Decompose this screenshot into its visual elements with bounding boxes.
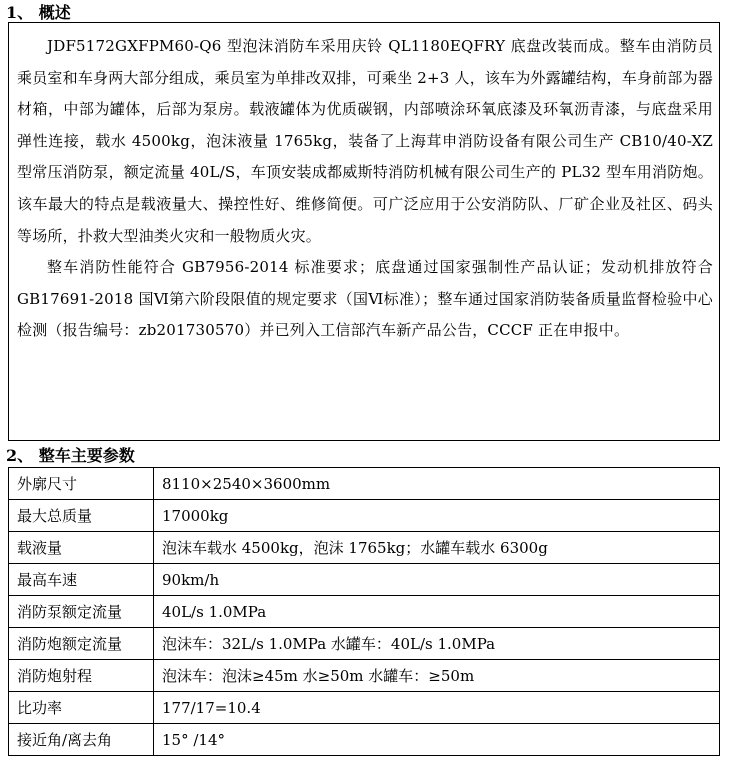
spec-label: 消防炮额定流量 <box>9 628 154 660</box>
spec-value: 177/17=10.4 <box>154 692 720 724</box>
spec-value: 泡沫车：32L/s 1.0MPa 水罐车：40L/s 1.0MPa <box>154 628 720 660</box>
spec-value: 泡沫车：泡沫≥45m 水≥50m 水罐车：≥50m <box>154 660 720 692</box>
spec-label: 消防炮射程 <box>9 660 154 692</box>
table-row <box>9 564 720 596</box>
table-row <box>9 596 720 628</box>
table-row <box>9 500 720 532</box>
spec-label: 接近角/离去角 <box>9 724 154 756</box>
spec-value: 15° /14° <box>154 724 720 756</box>
overview-box <box>8 22 720 441</box>
section-1-heading: 1、 概述 <box>6 3 71 22</box>
spec-label: 载液量 <box>9 532 154 564</box>
spec-label: 最高车速 <box>9 564 154 596</box>
spec-label: 比功率 <box>9 692 154 724</box>
spec-label: 最大总质量 <box>9 500 154 532</box>
spec-table <box>8 467 720 756</box>
spec-label: 外廓尺寸 <box>9 468 154 500</box>
spec-value: 8110×2540×3600mm <box>154 468 720 500</box>
table-row <box>9 724 720 756</box>
spec-value: 90km/h <box>154 564 720 596</box>
overview-paragraph-2: 整车消防性能符合 GB7956-2014 标准要求；底盘通过国家强制性产品认证；发动机排放符合 GB17691-2018 国Ⅵ第六阶段限值的规定要求（国Ⅵ标准）；整车通过国家消防装备质量监督检验中心检测（报告编号：zb201730570）并已列入工信部汽车新产品公告，CCCF 正在申报中。 <box>17 258 713 340</box>
table-row <box>9 692 720 724</box>
table-row <box>9 468 720 500</box>
spec-label: 消防泵额定流量 <box>9 596 154 628</box>
section-2-heading: 2、 整车主要参数 <box>6 446 135 465</box>
table-row <box>9 628 720 660</box>
table-row <box>9 532 720 564</box>
spec-value: 17000kg <box>154 500 720 532</box>
overview-paragraph-1: JDF5172GXFPM60-Q6 型泡沫消防车采用庆铃 QL1180EQFRY 底盘改装而成。整车由消防员乘员室和车身两大部分组成，乘员室为单排改双排，可乘坐 2+3 人，该车为外露罐结构，车身前部为器材箱，中部为罐体，后部为泵房。载液罐体为优质碳钢，内部喷涂环氧底漆及环氧沥青漆，与底盘采用弹性连接，载水 4500kg，泡沫液量 1765kg，装备了上海茸申消防设备有限公司生产 CB10/40-XZ 型常压消防泵，额定流量 40L/S，车顶安装成都威斯特消防机械有限公司生产的 PL32 型车用消防炮。该车最大的特点是载液量大、操控性好、维修简便。可广泛应用于公安消防队、厂矿企业及社区、码头等场所，扑救大型油类火灾和一般物质火灾。 <box>17 37 713 245</box>
spec-value: 40L/s 1.0MPa <box>154 596 720 628</box>
spec-value: 泡沫车载水 4500kg，泡沫 1765kg；水罐车载水 6300g <box>154 532 720 564</box>
table-row <box>9 660 720 692</box>
